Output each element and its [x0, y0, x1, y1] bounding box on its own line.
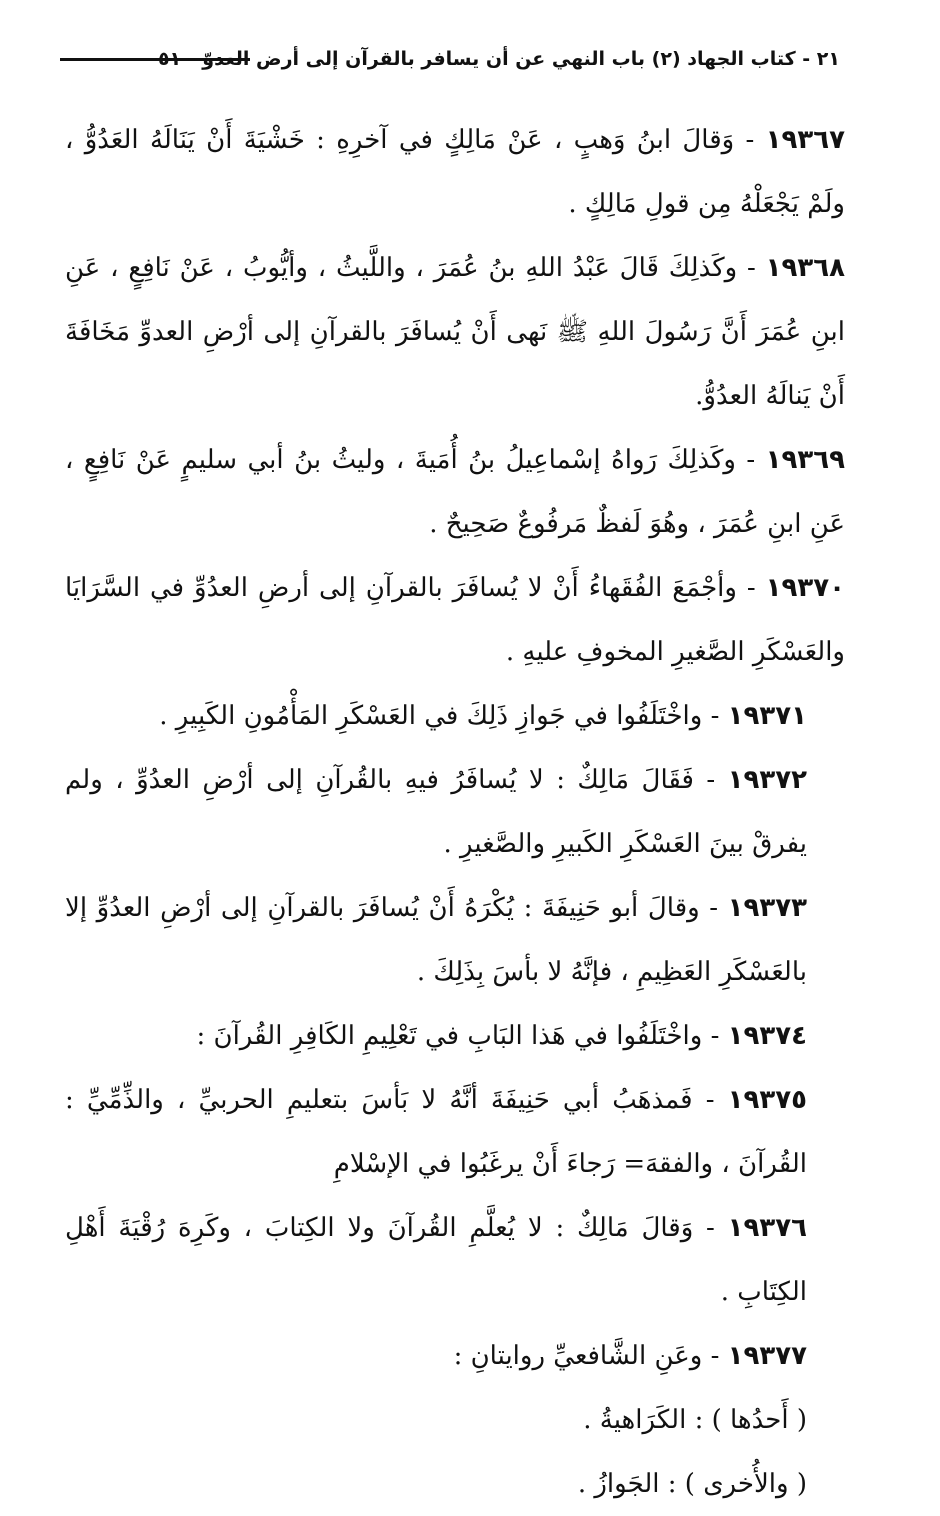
paragraph-number: ١٩٣٧١ — [727, 701, 807, 731]
paragraph-19375 — [65, 1068, 845, 1196]
running-header — [60, 42, 840, 82]
paragraph-number: ١٩٣٧٦ — [727, 1213, 807, 1243]
paragraph-text: - وقالَ أبو حَنِيفَةَ : يُكْرَهُ أَنْ يُسافَرَ بالقرآنِ إلى أرْضِ العدُوِّ إلا بالعَسْكَرِ العَظِيمِ ، فإنَّهُ لا بأسَ بِذَلِكَ . — [65, 893, 807, 987]
paragraph-number: ١٩٣٧٤ — [727, 1021, 807, 1051]
paragraph-number: ١٩٣٧٠ — [765, 573, 845, 603]
paragraph-19370 — [65, 556, 845, 684]
sub-item-second: ( والأُخرى ) : الجَوازُ . — [577, 1469, 807, 1499]
paragraph-number: ١٩٣٦٩ — [765, 445, 845, 475]
paragraph-text: - وَقالَ مَالِكٌ : لا يُعلَّمِ القُرآنَ ولا الكِتابَ ، وكَرِهَ رُقْيَةَ أَهْلِ الكِتَابِ . — [65, 1213, 807, 1307]
paragraph-text: - وكَذلِكَ قَالَ عَبْدُ اللهِ بنُ عُمَرَ ، واللَّيثُ ، وأيُّوبُ ، عَنْ نَافِعٍ ، عَنِ ابنِ عُمَرَ أَنَّ رَسُولَ اللهِ ﷺ نَهى أَنْ يُسافَرَ بالقرآنِ إلى أرْضِ العدوِّ مَخَافَةَ أَنْ يَنالَهُ العدُوُّ. — [65, 253, 845, 411]
paragraph-19376 — [65, 1196, 845, 1324]
paragraph-19367 — [65, 108, 845, 236]
paragraph-number: ١٩٣٦٨ — [765, 253, 845, 283]
paragraph-text: - وعَنِ الشَّافعيِّ روايتانِ : — [453, 1341, 728, 1371]
paragraph-text: - وأجْمَعَ الفُقَهاءُ أَنْ لا يُسافَرَ بالقرآنِ إلى أرضِ العدُوِّ في السَّرَايَا والعَسْكَرِ الصَّغيرِ المخوفِ عليهِ . — [65, 573, 845, 667]
paragraph-text: - واخْتَلَفُوا في هَذا البَابِ في تَعْلِيمِ الكَافِرِ القُرآنَ : — [196, 1021, 728, 1051]
page-body — [65, 108, 845, 1516]
header-title: ٢١ - كتاب الجهاد (٢) باب النهي عن أن يسافر بالقرآن إلى أرض العدوّ - ٥١ — [157, 48, 840, 70]
paragraph-number: ١٩٣٧٥ — [727, 1085, 807, 1115]
paragraph-text: - فَمذهَبُ أبي حَنِيفَةَ أنَّهُ لا بَأسَ بتعليمِ الحربيِّ ، والذِّمِّيِّ : القُرآنَ ، والفقهَ= رَجاءَ أَنْ يرغَبُوا في الإسْلامِ — [65, 1085, 807, 1179]
paragraph-text: - وكَذلِكَ رَواهُ إسْماعِيلُ بنُ أُمَيةَ ، وليثُ بنُ أبي سليمٍ عَنْ نَافِعٍ ، عَنِ ابنِ عُمَرَ ، وهُوَ لَفظٌ مَرفُوعٌ صَحِيحٌ . — [65, 445, 845, 539]
paragraph-19372 — [65, 748, 845, 876]
paragraph-19371 — [65, 684, 845, 748]
paragraph-text: - وَقالَ ابنُ وَهبٍ ، عَنْ مَالِكٍ في آخرِهِ : خَشْيَةَ أَنْ يَنَالَهُ العَدُوُّ ، ولَمْ يَجْعَلْهُ مِن قولِ مَالِكٍ . — [65, 125, 845, 219]
sub-item-first: ( أَحدُها ) : الكَرَاهيةُ . — [583, 1405, 807, 1435]
paragraph-text: - واخْتَلَفُوا في جَوازِ ذَلِكَ في العَسْكَرِ المَأْمُونِ الكَبِيرِ . — [159, 701, 728, 731]
paragraph-19377 — [65, 1324, 845, 1388]
paragraph-number: ١٩٣٧٢ — [727, 765, 807, 795]
paragraph-number: ١٩٣٧٧ — [727, 1341, 807, 1371]
paragraph-text: - فَقَالَ مَالِكٌ : لا يُسافَرُ فيهِ بالقُرآنِ إلى أرْضِ العدُوِّ ، ولم يفرقْ بينَ العَسْكَرِ الكَبيرِ والصَّغيرِ . — [65, 765, 807, 859]
paragraph-19373 — [65, 876, 845, 1004]
paragraph-19369 — [65, 428, 845, 556]
paragraph-number: ١٩٣٧٣ — [727, 893, 807, 923]
paragraph-19368 — [65, 236, 845, 428]
paragraph-number: ١٩٣٦٧ — [765, 125, 845, 155]
paragraph-19374 — [65, 1004, 845, 1068]
